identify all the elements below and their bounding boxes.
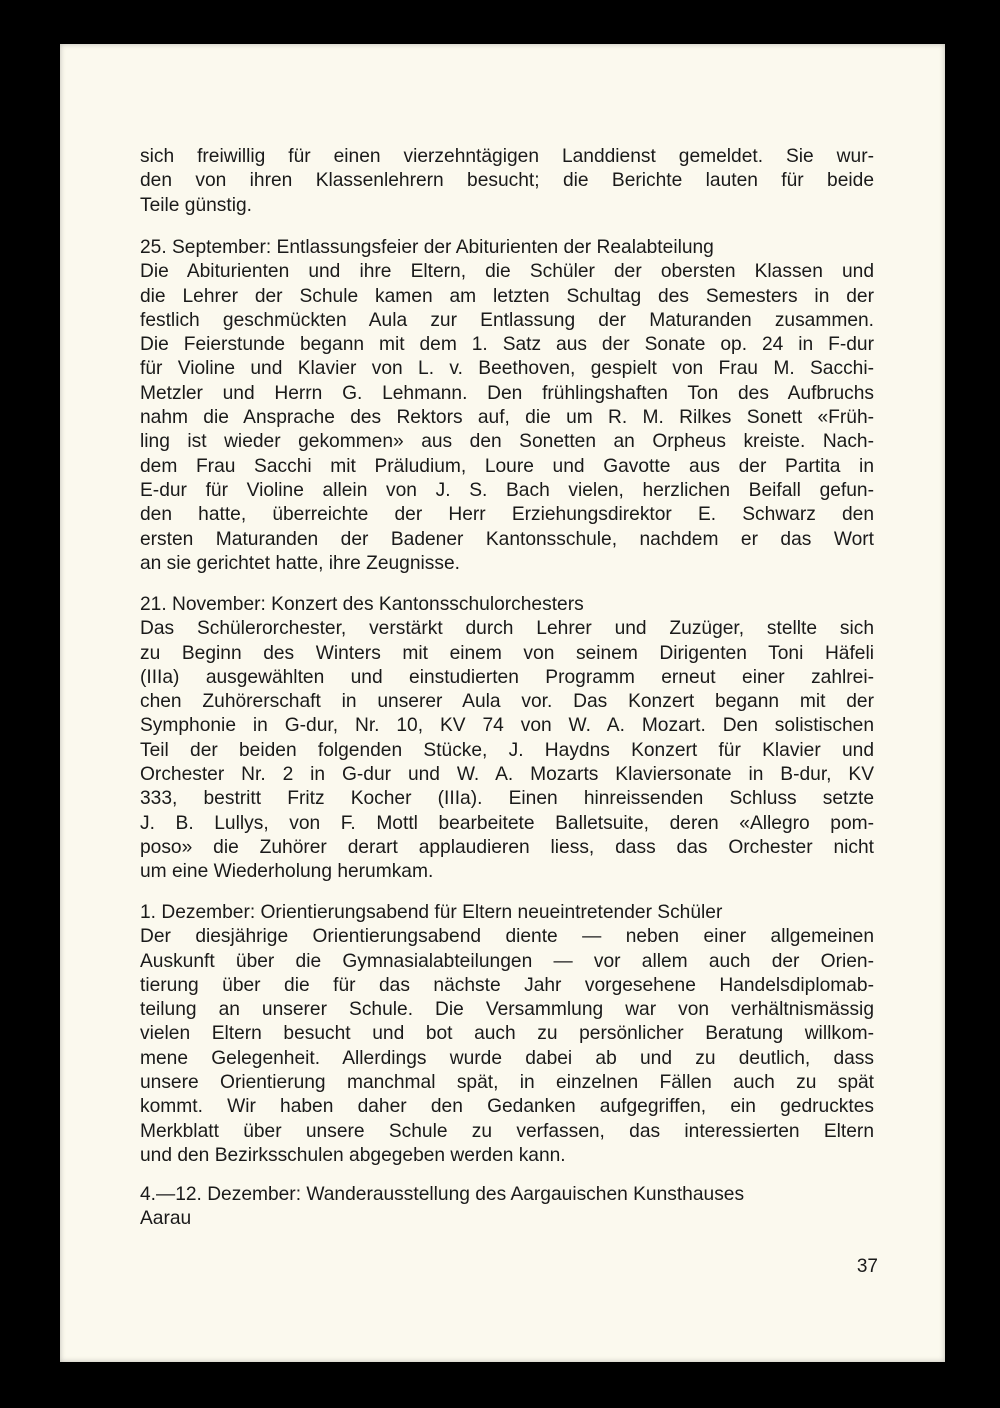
text-line: Metzler und Herrn G. Lehmann. Den frühlingshaften Ton des Aufbruchs [140, 382, 874, 404]
text-line: den von ihren Klassenlehrern besucht; die Berichte lauten für beide [140, 170, 874, 192]
text-line: Teil der beiden folgenden Stücke, J. Haydns Konzert für Klavier und [140, 739, 874, 761]
paragraph-konzert [140, 593, 874, 885]
text-line: Das Schülerorchester, verstärkt durch Lehrer und Zuzüger, stellte sich [140, 618, 874, 640]
text-line: nahm die Ansprache des Rektors auf, die um R. M. Rilkes Sonett «Früh- [140, 407, 874, 429]
section-heading: 4.—12. Dezember: Wanderausstellung des Aargauischen Kunsthauses [140, 1184, 745, 1205]
text-line: kommt. Wir haben daher den Gedanken aufgegriffen, ein gedrucktes [140, 1096, 874, 1118]
text-line: Orchester Nr. 2 in G-dur und W. A. Mozarts Klaviersonate in B-dur, KV [140, 764, 874, 786]
text-line: ersten Maturanden der Badener Kantonsschule, nachdem er das Wort [140, 528, 874, 550]
text-line: ling ist wieder gekommen» aus den Sonetten an Orpheus kreiste. Nach- [140, 431, 874, 453]
text-line: vielen Eltern besucht und bot auch zu persönlicher Beratung willkom- [140, 1023, 874, 1045]
text-line: unsere Orientierung manchmal spät, in einzelnen Fällen auch zu spät [140, 1072, 874, 1094]
text-line: 333, bestritt Fritz Kocher (IIIa). Einen hinreissenden Schluss setzte [140, 788, 874, 810]
text-line: den hatte, überreichte der Herr Erziehungsdirektor E. Schwarz den [140, 504, 874, 526]
text-line: festlich geschmückten Aula zur Entlassung der Maturanden zusammen. [140, 309, 874, 331]
text-line: Die Feierstunde begann mit dem 1. Satz aus der Sonate op. 24 in F-dur [140, 334, 874, 356]
section-heading: 21. November: Konzert des Kantonsschulorchesters [140, 594, 584, 615]
text-line: die Lehrer der Schule kamen am letzten Schultag des Semesters in der [140, 285, 874, 307]
text-line: an sie gerichtet hatte, ihre Zeugnisse. [140, 552, 460, 574]
text-line: E-dur für Violine allein von J. S. Bach vielen, herzlichen Beifall gefun- [140, 479, 874, 501]
text-line: um eine Wiederholung herumkam. [140, 861, 434, 883]
text-line: mene Gelegenheit. Allerdings wurde dabei ab und zu deutlich, dass [140, 1047, 874, 1069]
page-number: 37 [856, 1256, 878, 1277]
text-line: teilung an unserer Schule. Die Versammlung war von verhältnismässig [140, 999, 874, 1021]
text-line: tierung über die für das nächste Jahr vorgesehene Handelsdiplomab- [140, 974, 874, 996]
text-line: Der diesjährige Orientierungsabend diente — neben einer allgemeinen [140, 926, 874, 948]
text-line: chen Zuhörerschaft in unserer Aula vor. Das Konzert begann mit der [140, 691, 874, 713]
paragraph-landdienst [140, 145, 874, 218]
section-heading: 1. Dezember: Orientierungsabend für Eltern neueintretender Schüler [140, 902, 723, 923]
text-line: Die Abiturienten und ihre Eltern, die Schüler der obersten Klassen und [140, 261, 874, 283]
text-line: dem Frau Sacchi mit Präludium, Loure und Gavotte aus der Partita in [140, 455, 874, 477]
text-line: zu Beginn des Winters mit einem von seinem Dirigenten Toni Häfeli [140, 642, 874, 664]
text-line: Teile günstig. [140, 194, 252, 216]
text-line: Merkblatt über unsere Schule zu verfassen, das interessierten Eltern [140, 1120, 874, 1142]
text-line: J. B. Lullys, von F. Mottl bearbeitete Balletsuite, deren «Allegro pom- [140, 812, 874, 834]
section-heading: 25. September: Entlassungsfeier der Abiturienten der Realabteilung [140, 237, 714, 258]
text-line: und den Bezirksschulen abgegeben werden kann. [140, 1144, 566, 1166]
text-line: Aarau [140, 1208, 192, 1230]
paragraph-entlassungsfeier [140, 236, 874, 576]
text-line: (IIIa) ausgewählten und einstudierten Programm erneut einer zahlrei- [140, 666, 874, 688]
text-line: sich freiwillig für einen vierzehntägigen Landdienst gemeldet. Sie wur- [140, 146, 874, 167]
text-line: poso» die Zuhörer derart applaudieren liess, dass das Orchester nicht [140, 836, 874, 858]
text-line: Symphonie in G-dur, Nr. 10, KV 74 von W. A. Mozart. Den solistischen [140, 715, 874, 737]
text-line: für Violine und Klavier von L. v. Beethoven, gespielt von Frau M. Sacchi- [140, 358, 874, 380]
paragraph-wanderausstellung [140, 1183, 874, 1232]
text-line: Auskunft über die Gymnasialabteilungen — vor allem auch der Orien- [140, 950, 874, 972]
paragraph-orientierungsabend [140, 901, 874, 1168]
